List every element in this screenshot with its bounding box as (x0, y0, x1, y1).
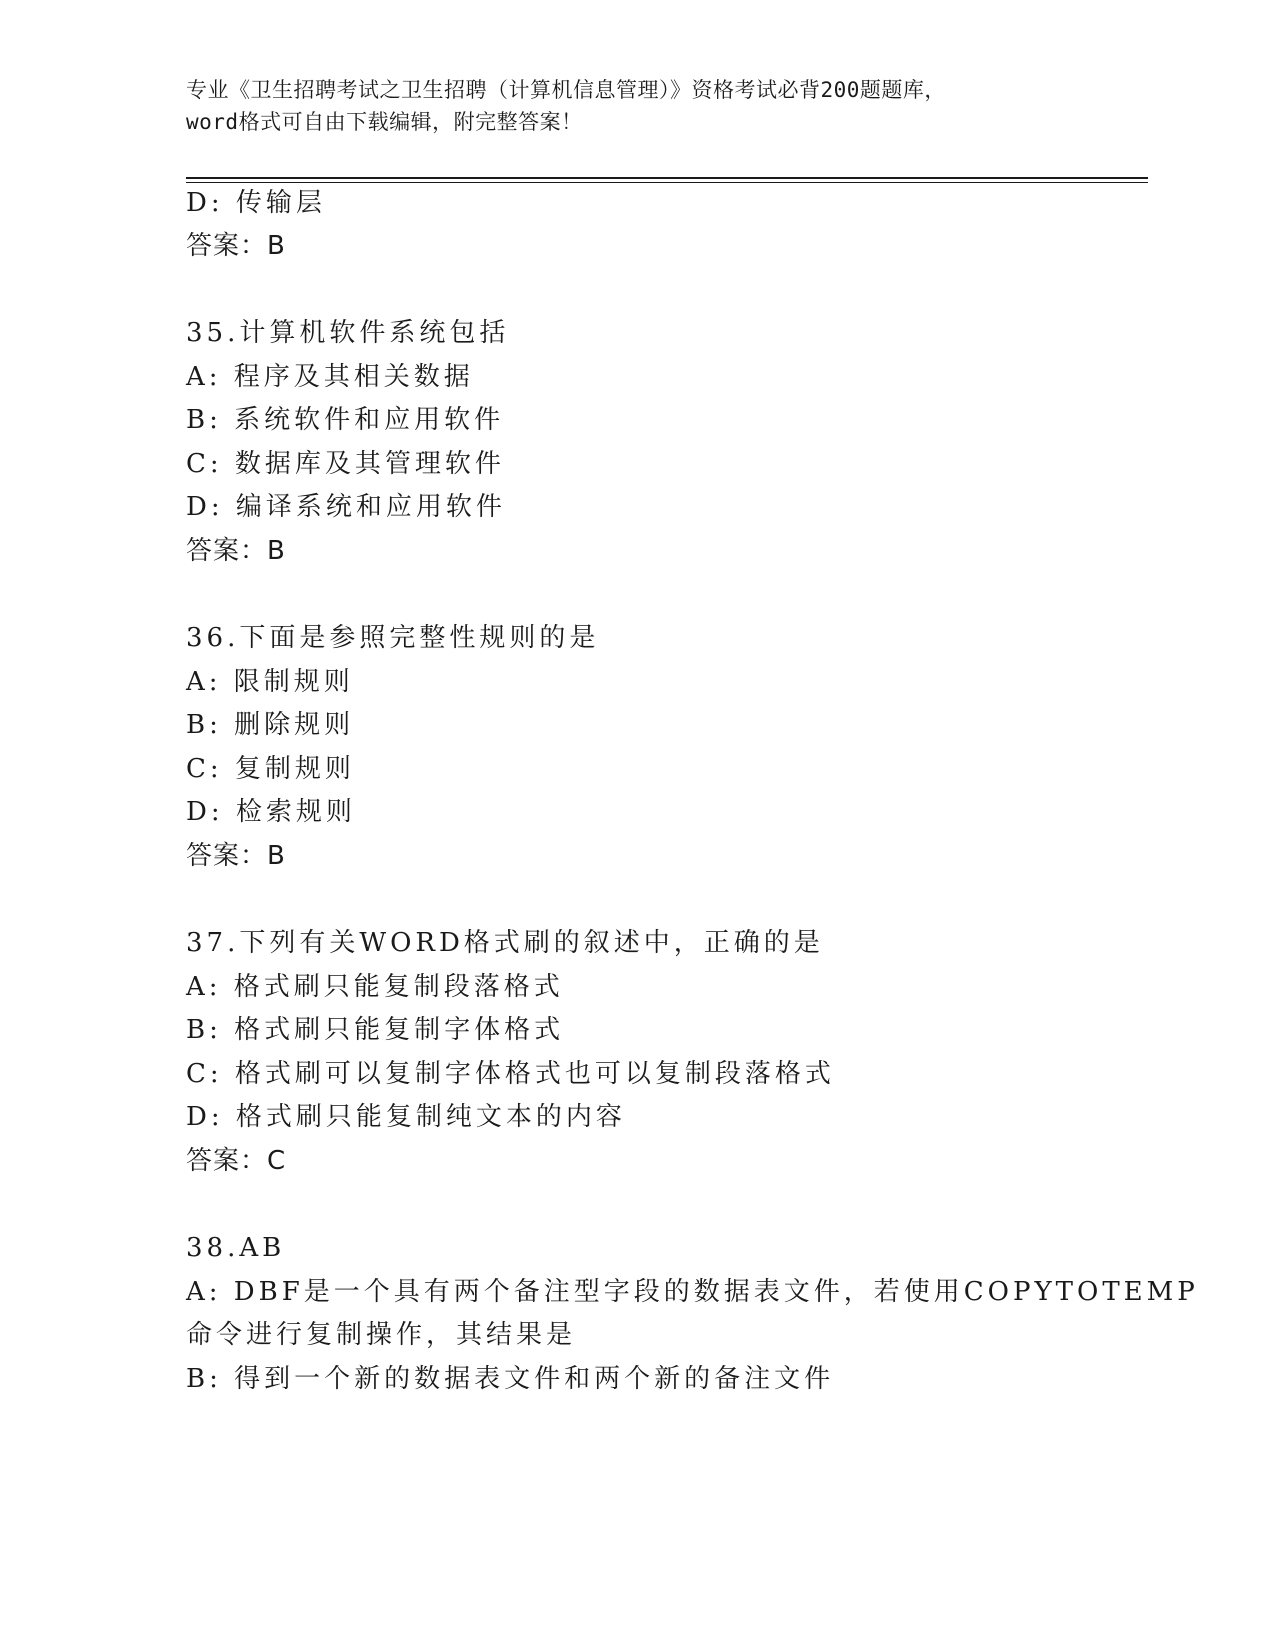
question-36-answer: 答案：B (186, 841, 286, 871)
question-38-stem: 38.AB (186, 1233, 286, 1263)
question-37-stem: 37.下列有关WORD格式刷的叙述中，正确的是 (186, 928, 824, 958)
question-35-option-d: D: 编译系统和应用软件 (186, 492, 506, 522)
question-38-option-b: B: 得到一个新的数据表文件和两个新的备注文件 (186, 1364, 835, 1394)
question-37-option-b: B: 格式刷只能复制字体格式 (186, 1015, 565, 1045)
question-36-option-d: D: 检索规则 (186, 797, 356, 827)
document-header (186, 74, 1086, 138)
question-35-stem: 35.计算机软件系统包括 (186, 318, 510, 348)
question-38-option-a-continued: 命令进行复制操作，其结果是 (186, 1320, 577, 1350)
question-36-option-c: C: 复制规则 (186, 754, 355, 784)
question-34-option-d: D: 传输层 (186, 188, 326, 218)
question-35-answer: 答案：B (186, 536, 286, 566)
question-34-answer: 答案：B (186, 231, 286, 261)
question-36-stem: 36.下面是参照完整性规则的是 (186, 623, 600, 653)
header-title-line-2: word格式可自由下载编辑，附完整答案！ (186, 110, 583, 134)
question-35-option-b: B: 系统软件和应用软件 (186, 405, 505, 435)
question-37-option-d: D: 格式刷只能复制纯文本的内容 (186, 1102, 626, 1132)
header-divider-thick (186, 177, 1148, 179)
question-37-answer: 答案：C (186, 1146, 287, 1176)
question-35-option-c: C: 数据库及其管理软件 (186, 449, 505, 479)
question-36-option-a: A: 限制规则 (186, 667, 354, 697)
header-divider-thin (186, 182, 1148, 183)
question-37-option-a: A: 格式刷只能复制段落格式 (186, 972, 564, 1002)
question-37-option-c: C: 格式刷可以复制字体格式也可以复制段落格式 (186, 1059, 835, 1089)
question-38-option-a: A: DBF是一个具有两个备注型字段的数据表文件，若使用COPYTOTEMP (186, 1277, 1199, 1307)
question-35-option-a: A: 程序及其相关数据 (186, 362, 474, 392)
question-36-option-b: B: 删除规则 (186, 710, 355, 740)
header-title-line-1: 专业《卫生招聘考试之卫生招聘（计算机信息管理）》资格考试必背200题题库， (186, 78, 946, 102)
